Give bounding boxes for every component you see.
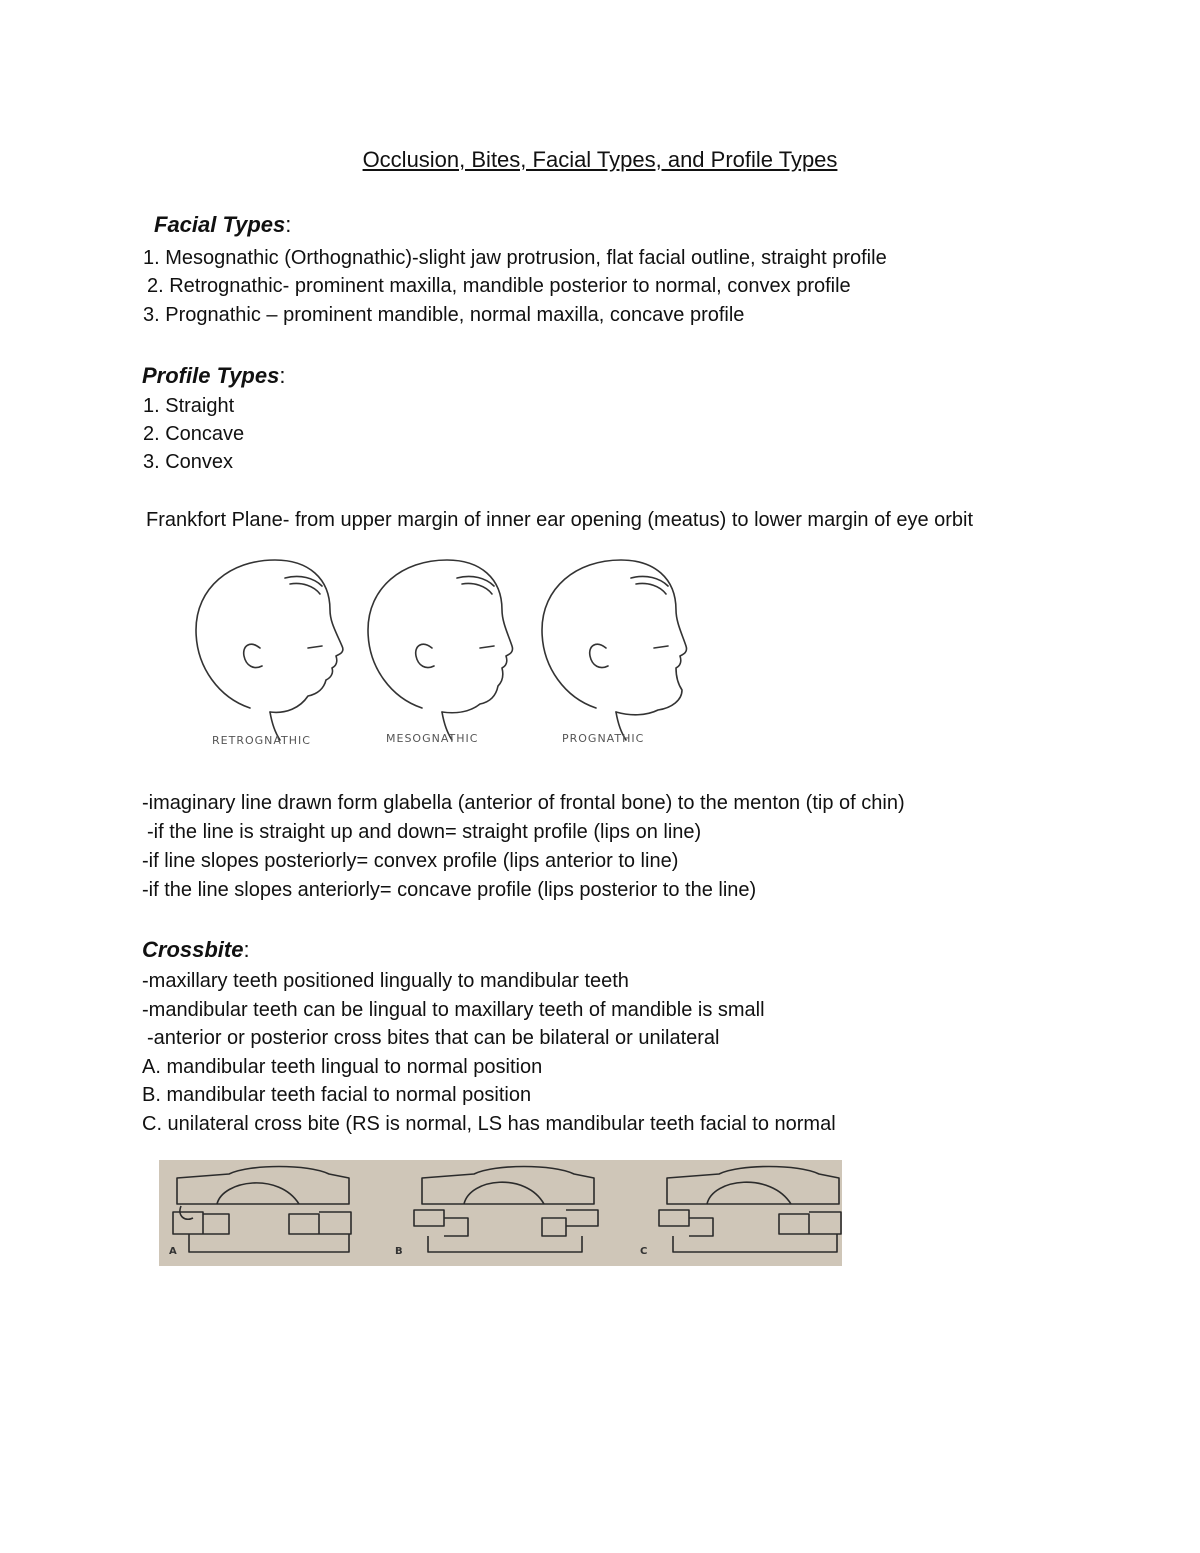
facial-types-heading-colon: :	[285, 212, 292, 237]
profile-note: -if the line slopes anteriorly= concave profile (lips posterior to the line)	[142, 879, 757, 901]
crossbite-a-label: A	[169, 1246, 177, 1257]
crossbite-figure-background	[159, 1160, 842, 1266]
mesognathic-label: MESOGNATHIC	[386, 732, 479, 745]
crossbite-heading-colon: :	[243, 937, 250, 962]
retrognathic-head-drawing	[196, 560, 343, 740]
document-title: Occlusion, Bites, Facial Types, and Profile Types	[362, 147, 838, 172]
profile-type-item: 2. Concave	[143, 423, 245, 445]
crossbite-c-label: C	[640, 1246, 648, 1257]
crossbite-heading	[142, 937, 250, 963]
profile-types-heading	[142, 363, 285, 389]
crossbite-item: C. unilateral cross bite (RS is normal, LS has mandibular teeth facial to normal	[142, 1113, 836, 1135]
mesognathic-head-drawing	[368, 560, 513, 740]
profile-note: -if line slopes posteriorly= convex profile (lips anterior to line)	[142, 850, 679, 872]
crossbite-item: -anterior or posterior cross bites that can be bilateral or unilateral	[147, 1027, 720, 1049]
facial-type-item: 2. Retrognathic- prominent maxilla, mandible posterior to normal, convex profile	[147, 275, 851, 297]
crossbite-item: B. mandibular teeth facial to normal position	[142, 1084, 532, 1106]
prognathic-label: PROGNATHIC	[562, 732, 645, 745]
prognathic-head-drawing	[542, 560, 687, 740]
facial-type-item: 3. Prognathic – prominent mandible, normal maxilla, concave profile	[143, 304, 745, 326]
profile-type-item: 1. Straight	[143, 395, 235, 417]
crossbite-b-label: B	[395, 1246, 403, 1257]
profile-types-heading-colon: :	[279, 363, 286, 388]
crossbite-item: -maxillary teeth positioned lingually to mandibular teeth	[142, 970, 629, 992]
retrognathic-label: RETROGNATHIC	[212, 734, 311, 747]
crossbite-item: A. mandibular teeth lingual to normal position	[142, 1056, 543, 1078]
facial-profiles-figure	[190, 548, 730, 750]
crossbite-item: -mandibular teeth can be lingual to maxillary teeth of mandible is small	[142, 999, 765, 1021]
facial-types-heading-text: Facial Types	[154, 212, 286, 237]
profile-note: -if the line is straight up and down= straight profile (lips on line)	[147, 821, 702, 843]
profile-types-heading-text: Profile Types	[142, 363, 280, 388]
crossbite-illustration	[159, 1160, 842, 1266]
facial-type-item: 1. Mesognathic (Orthognathic)-slight jaw protrusion, flat facial outline, straight profile	[143, 247, 887, 269]
crossbite-figure	[159, 1160, 842, 1266]
crossbite-heading-text: Crossbite	[142, 937, 244, 962]
profile-type-item: 3. Convex	[143, 451, 234, 473]
facial-profiles-illustration	[190, 548, 730, 750]
profile-note: -imaginary line drawn form glabella (anterior of frontal bone) to the menton (tip of chin)	[142, 792, 905, 814]
facial-types-heading	[154, 212, 291, 238]
frankfort-plane-definition: Frankfort Plane- from upper margin of inner ear opening (meatus) to lower margin of eye orbit	[146, 509, 974, 531]
